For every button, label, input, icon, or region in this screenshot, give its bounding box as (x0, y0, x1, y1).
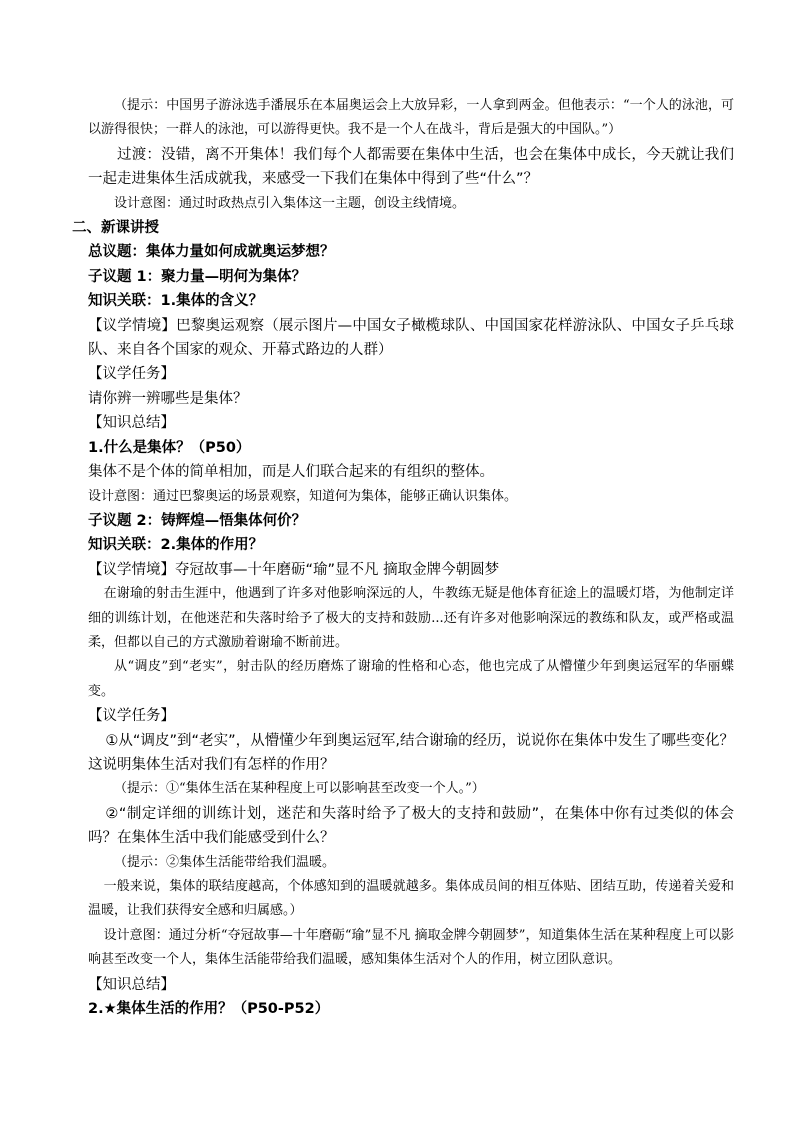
design-intent: 设计意图：通过时政热点引入集体这一主题，创设主线情境。 (114, 195, 466, 211)
question: 1.什么是集体？（P50） (88, 439, 251, 456)
task-label: 【议学任务】 (88, 708, 175, 725)
task-question: ①从“调皮”到“老实”，从懵懂少年到奥运冠军,结合谢瑜的经历，说说你在集体中发生了哪些变化？这说明集体生活对我们有怎样的作用？ (88, 732, 734, 773)
knowledge-link: 知识关联：2.集体的作用？ (88, 537, 264, 554)
task-hint: （提示：②集体生活能带给我们温暖。 (114, 854, 336, 870)
transition-text: 过渡：没错，离不开集体！我们每个人都需要在集体中生活，也会在集体中成长，今天就让我们一起走进集体生活成就我，来感受一下我们在集体中得到了些“什么”？ (88, 146, 734, 188)
hint-pan-zhanle: （提示：中国男子游泳选手潘展乐在本届奥运会上大放异彩，一人拿到两金。但他表示：“一个人的泳池，可以游得很快；一群人的泳池，可以游得更快。我不是一个人在战斗，背后是强大的中国队。”） (88, 98, 734, 138)
design-intent: 设计意图：通过分析“夺冠故事—十年磨砺“瑜”显不凡 摘取金牌今朝圆梦”，知道集体生活在某种程度上可以影响甚至改变一个人，集体生活能带给我们温暖，感知集体生活对个人的作用，树立团队意识。 (88, 927, 734, 968)
question: 2.★集体生活的作用？（P50-P52） (88, 1001, 330, 1018)
design-intent: 设计意图：通过巴黎奥运的场景观察，知道何为集体，能够正确认识集体。 (88, 488, 518, 504)
task-text: 请你辨一辨哪些是集体？ (88, 390, 248, 407)
task-question: ②“制定详细的训练计划，迷茫和失落时给予了极大的支持和鼓励”，在集体中你有过类似的体会吗？在集体生活中我们能感受到什么？ (88, 805, 734, 847)
summary-label: 【知识总结】 (88, 976, 175, 993)
scenario: 【议学情境】夺冠故事—十年磨砺“瑜”显不凡 摘取金牌今朝圆梦 (88, 561, 500, 578)
task-hint: （提示：①“集体生活在某种程度上可以影响甚至改变一个人。”） (114, 781, 485, 797)
scenario: 【议学情境】巴黎奥运观察（展示图片—中国女子橄榄球队、中国国家花样游泳队、中国女子乒乓球队、来自各个国家的观众、开幕式路边的人群） (88, 317, 734, 359)
sub-topic: 子议题 1：聚力量—明何为集体？ (88, 268, 307, 285)
story-paragraph: 在谢瑜的射击生涯中，他遇到了许多对他影响深远的人，牛教练无疑是他体育征途上的温暖灯塔，为他制定详细的训练计划，在他迷茫和失落时给予了极大的支持和鼓励...还有许多对他影响深远的教练和队友，或严格或温柔，但都以自己的方式激励着谢瑜不断前进。 (88, 586, 734, 650)
task-label: 【议学任务】 (88, 366, 175, 383)
main-topic: 总议题：集体力量如何成就奥运梦想？ (88, 244, 335, 261)
answer: 集体不是个体的简单相加，而是人们联合起来的有组织的整体。 (88, 464, 494, 481)
knowledge-link: 知识关联：1.集体的含义？ (88, 293, 264, 310)
story-paragraph: 从“调皮”到“老实”，射击队的经历磨炼了谢瑜的性格和心态，他也完成了从懵懂少年到奥运冠军的华丽蝶变。 (88, 659, 734, 699)
task-hint: 一般来说，集体的联结度越高，个体感知到的温暖就越多。集体成员间的相互体贴、团结互助，传递着关爱和温暖，让我们获得安全感和归属感。） (88, 879, 734, 919)
section-heading: 二、新课讲授 (72, 220, 160, 237)
sub-topic: 子议题 2：铸辉煌—悟集体何价？ (88, 512, 307, 529)
summary-label: 【知识总结】 (88, 415, 175, 432)
